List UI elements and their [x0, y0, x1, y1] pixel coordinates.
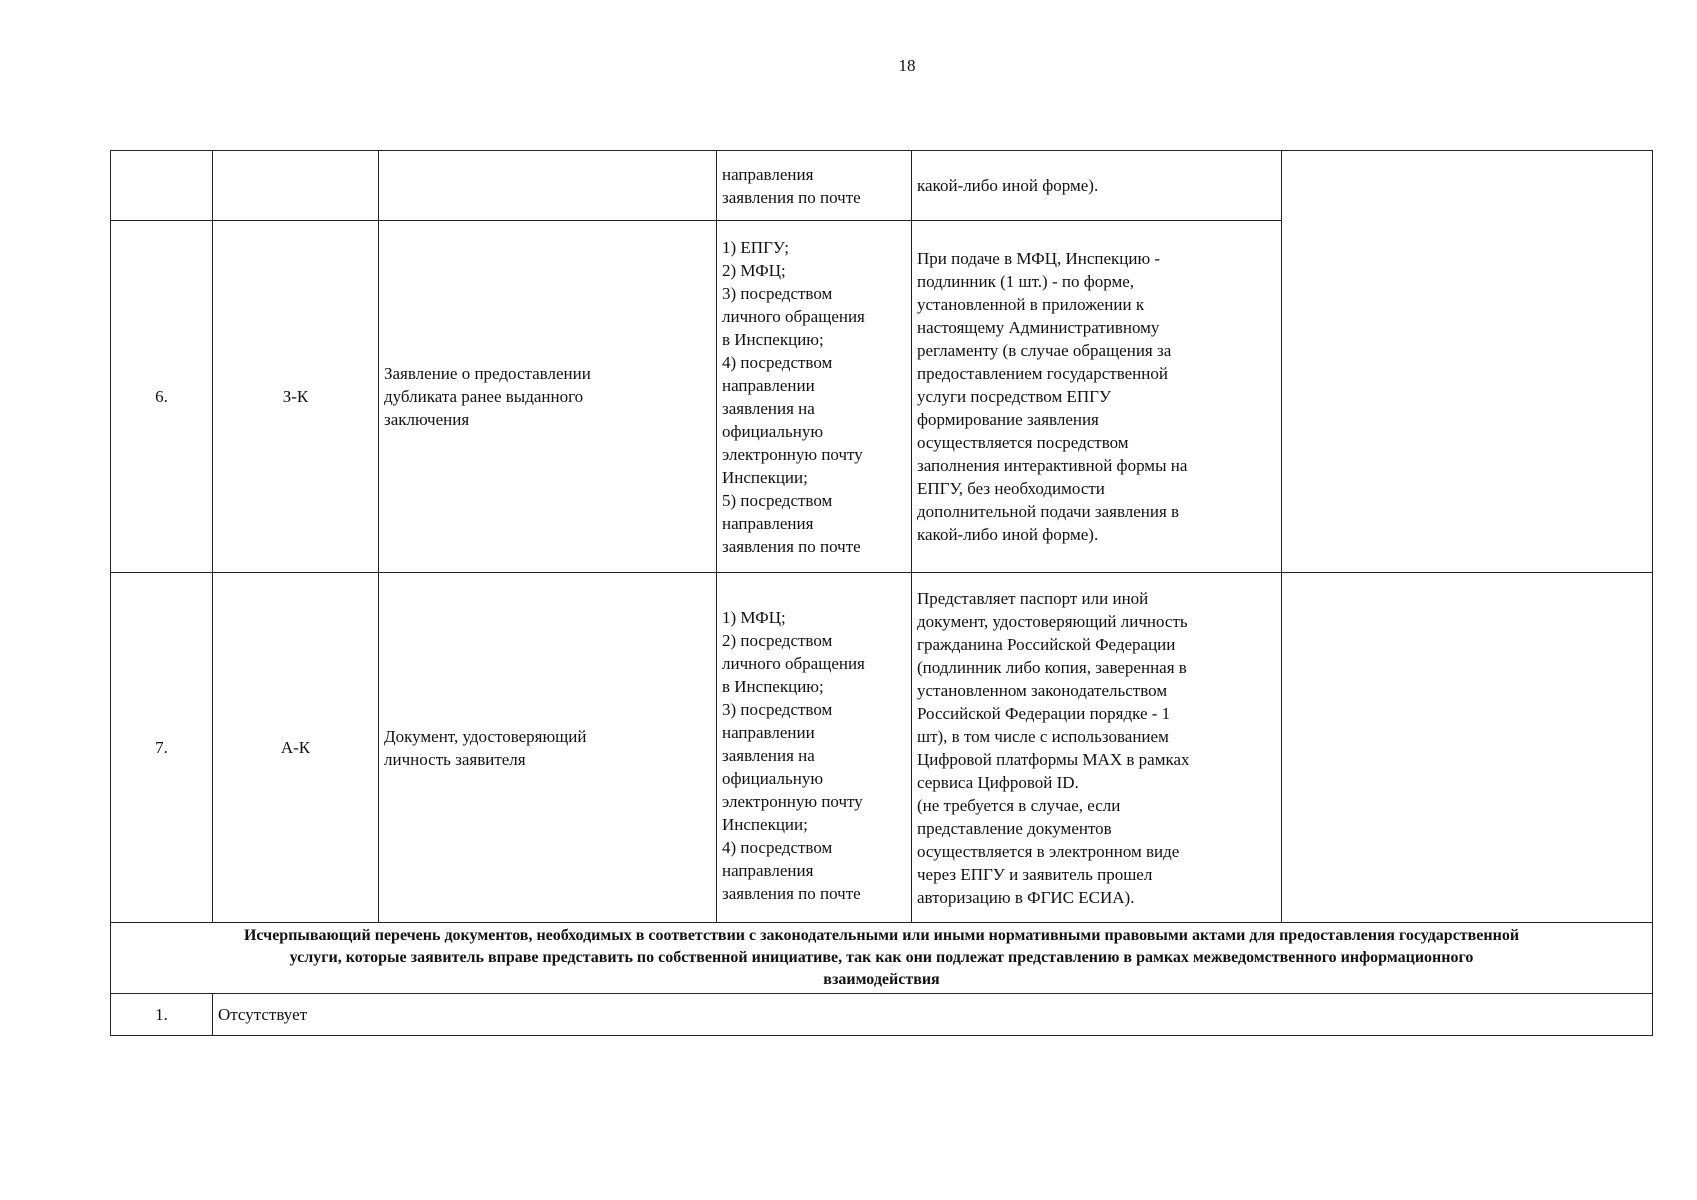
text-line: настоящему Административному [917, 318, 1160, 337]
text-line: (подлинник либо копия, заверенная в [917, 657, 1187, 677]
section-heading [111, 923, 1653, 994]
text-line: через ЕПГУ и заявитель прошел [917, 864, 1153, 884]
documents-table [110, 150, 1653, 1036]
text-line: направлении [722, 375, 815, 395]
text-line: Инспекции; [722, 815, 808, 834]
submission-ways [717, 221, 912, 573]
document-code: З-К [213, 221, 379, 573]
text-line: личность заявителя [384, 749, 526, 769]
text-line: осуществляется в электронном виде [917, 841, 1180, 861]
text-line: Представляет паспорт или иной [917, 588, 1149, 608]
text-line: официальную [722, 421, 824, 441]
text-line: предоставлением государственной [917, 364, 1168, 383]
document-requirements [912, 221, 1282, 573]
text-line: личного обращения [722, 654, 865, 673]
row-number: 6. [111, 221, 213, 573]
text-line: заявления по почте [722, 187, 861, 207]
text-line: 4) посредством [722, 352, 833, 372]
text-line: авторизацию в ФГИС ЕСИА). [917, 887, 1135, 907]
row-number: 7. [111, 573, 213, 923]
text-line: заполнения интерактивной формы на [917, 456, 1188, 475]
cell-num-empty [111, 151, 213, 221]
page-number: 18 [898, 56, 916, 75]
submission-ways [717, 573, 912, 923]
text-line: установленном законодательством [917, 680, 1168, 700]
text-line: шт), в том числе с использованием [917, 726, 1169, 746]
text-line: дополнительной подачи заявления в [917, 502, 1180, 521]
text-line: 1) ЕПГУ; [722, 237, 790, 257]
text-line: 4) посредством [722, 838, 833, 857]
text-line: официальную [722, 769, 824, 788]
table-row [111, 573, 1653, 923]
text-line: 3) посредством [722, 283, 833, 303]
text-line: подлинник (1 шт.) - по форме, [917, 272, 1135, 291]
text-line: Российской Федерации порядке - 1 [917, 703, 1171, 723]
text-line: заявления на [722, 398, 815, 418]
text-line: представление документов [917, 818, 1112, 838]
cell-notes-empty [1282, 151, 1653, 573]
text-line: в Инспекцию; [722, 329, 824, 349]
row-number: 1. [111, 994, 213, 1036]
cell-ways [717, 151, 912, 221]
table-row [111, 994, 1653, 1036]
text-line: Цифровой платформы MAX в рамках [917, 749, 1190, 769]
text-line: заключения [384, 410, 470, 429]
text-line: Документ, удостоверяющий [384, 726, 587, 746]
text-line: дубликата ранее выданного [384, 387, 584, 406]
text-line: Исчерпывающий перечень документов, необходимых в соответствии с законодательными или иными нормативными правовыми актами для предоставления государственной [243, 927, 1520, 944]
text-line: 5) посредством [722, 490, 833, 510]
text-line: услуги посредством ЕПГУ [917, 387, 1111, 406]
text-line: личного обращения [722, 306, 865, 326]
text-line: Заявление о предоставлении [384, 364, 591, 383]
text-line: формирование заявления [917, 410, 1099, 429]
text-line: осуществляется посредством [917, 433, 1129, 452]
text-line: регламенту (в случае обращения за [917, 341, 1172, 360]
text-line: какой-либо иной форме). [917, 525, 1099, 544]
text-line: 1) МФЦ; [722, 608, 786, 627]
text-line: сервиса Цифровой ID. [917, 772, 1079, 792]
text-line: документ, удостоверяющий личность [917, 611, 1188, 631]
text-line: в Инспекцию; [722, 677, 824, 696]
text-line: ЕПГУ, без необходимости [917, 479, 1105, 498]
text-line: взаимодействия [823, 971, 940, 988]
text-line: заявления на [722, 746, 815, 765]
text-line: 3) посредством [722, 700, 833, 719]
cell-code-empty [213, 151, 379, 221]
text-line: направления [722, 164, 814, 184]
document-code: А-К [213, 573, 379, 923]
text-line: 2) посредством [722, 631, 833, 650]
text-line: заявления по почте [722, 884, 861, 903]
document-name [379, 573, 717, 923]
cell-notes-empty [1282, 573, 1653, 923]
table-row-continuation [111, 151, 1653, 221]
text-line: (не требуется в случае, если [917, 795, 1121, 815]
text-line: электронную почту [722, 444, 863, 464]
text-line: гражданина Российской Федерации [917, 634, 1176, 654]
text-line: электронную почту [722, 792, 863, 811]
document-name: Отсутствует [213, 994, 1653, 1036]
cell-name-empty [379, 151, 717, 221]
section-heading-row [111, 923, 1653, 994]
text-line: услуги, которые заявитель вправе представить по собственной инициативе, так как они подлежат представлению в рамках межведомственного информационного [289, 949, 1474, 966]
text-line: направления [722, 861, 814, 880]
text-line: заявления по почте [722, 536, 861, 556]
text-line: направлении [722, 723, 815, 742]
text-line: 2) МФЦ; [722, 260, 786, 280]
document-requirements [912, 573, 1282, 923]
text-line: Инспекции; [722, 467, 808, 487]
text-line: направления [722, 513, 814, 533]
cell-requirements: какой-либо иной форме). [912, 151, 1282, 221]
text-line: При подаче в МФЦ, Инспекцию - [917, 249, 1161, 268]
text-line: установленной в приложении к [917, 295, 1145, 314]
document-name [379, 221, 717, 573]
